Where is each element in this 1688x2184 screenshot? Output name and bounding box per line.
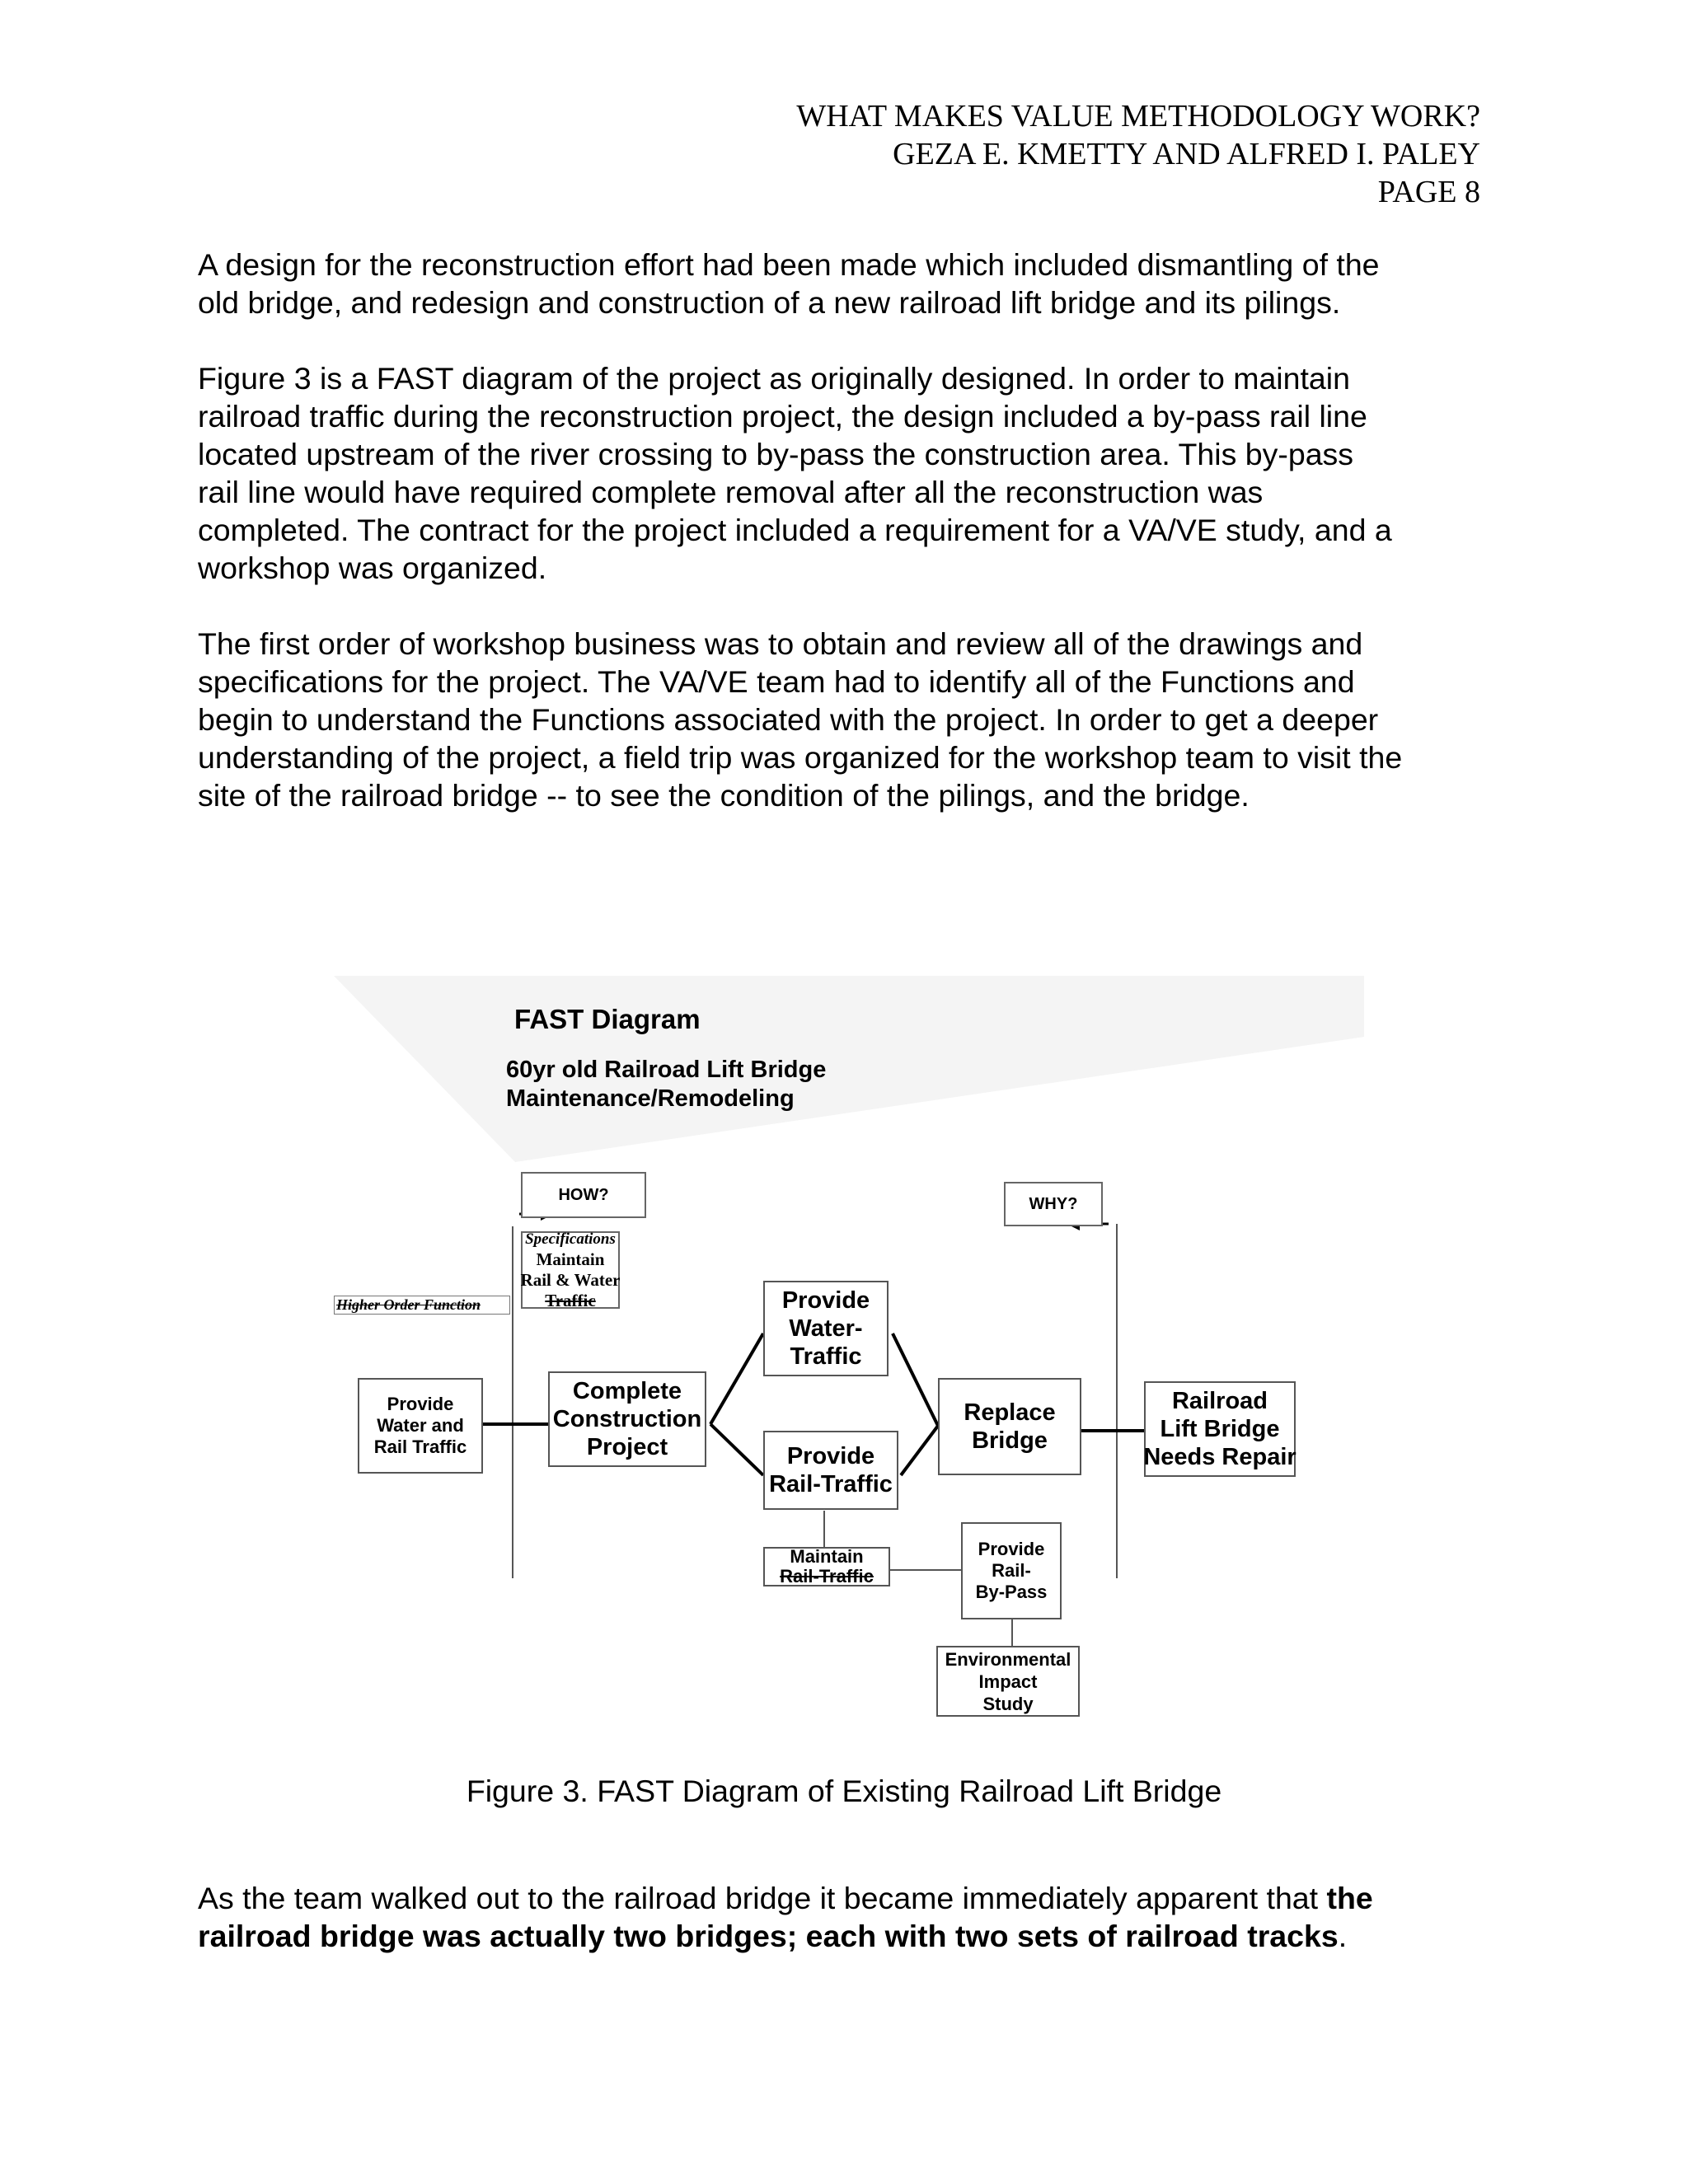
paragraph-line: old bridge, and redesign and construction of a new railroad lift bridge and its pilings. <box>198 285 1341 320</box>
box-line: Impact <box>978 1671 1038 1692</box>
paragraph-4 <box>198 1879 1500 1955</box>
complete-construction-project-box <box>548 1371 706 1467</box>
box-line: Needs Repair <box>1143 1444 1296 1470</box>
paragraph-line: railroad traffic during the reconstruction project, the design included a by-pass rail line <box>198 399 1367 434</box>
box-line: Railroad <box>1171 1388 1268 1414</box>
spec-line: Rail & Water <box>520 1270 621 1290</box>
replace-bridge-box <box>938 1378 1081 1475</box>
emphasis-text: the <box>1326 1881 1373 1915</box>
provide-water-traffic-box <box>763 1281 889 1376</box>
connector-water-to-replace <box>893 1333 938 1426</box>
paragraph-text: . <box>1338 1919 1348 1953</box>
connector-complete-to-rail <box>710 1424 763 1475</box>
spec-line: Traffic <box>545 1291 596 1310</box>
box-line: Provide <box>781 1287 870 1314</box>
box-line: Bridge <box>972 1427 1048 1454</box>
box-line: Environmental <box>945 1648 1071 1670</box>
box-line: By-Pass <box>975 1582 1048 1602</box>
emphasis-text: railroad bridge was actually two bridges; each with two sets of railroad tracks <box>198 1919 1339 1953</box>
paragraph-line: completed. The contract for the project included a requirement for a VA/VE study, and a <box>198 513 1392 547</box>
box-line: Provide <box>387 1394 454 1414</box>
header-authors: GEZA E. KMETTY AND ALFRED I. PALEY <box>893 137 1480 171</box>
box-line: Lift Bridge <box>1160 1416 1280 1442</box>
paragraph-line: specifications for the project. The VA/VE team had to identify all of the Functions and <box>198 664 1355 699</box>
box-line: Rail-Traffic <box>780 1566 874 1586</box>
box-line: Water- <box>789 1315 863 1342</box>
spec-line: Maintain <box>536 1249 605 1269</box>
spec-label: Specifications <box>525 1230 616 1248</box>
why-text: WHY? <box>1029 1195 1078 1213</box>
diagram-background-shape <box>334 976 1364 1162</box>
paragraph-line: begin to understand the Functions associated with the project. In order to get a deeper <box>198 702 1379 737</box>
diagram-subtitle-line1: 60yr old Railroad Lift Bridge <box>506 1057 827 1083</box>
paragraph-text: As the team walked out to the railroad bridge it became immediately apparent that <box>198 1881 1327 1915</box>
box-line: Construction <box>552 1406 702 1432</box>
header-title: WHAT MAKES VALUE METHODOLOGY WORK? <box>796 99 1480 134</box>
paragraph-line: located upstream of the river crossing to by-pass the construction area. This by-pass <box>198 437 1354 471</box>
provide-water-rail-traffic-box <box>358 1378 483 1474</box>
paragraph-line: workshop was organized. <box>198 551 547 585</box>
box-line: Water and <box>377 1415 464 1436</box>
paragraph-line: understanding of the project, a field trip was organized for the workshop team to visit the <box>198 740 1403 775</box>
box-line: Provide <box>786 1443 875 1469</box>
why-label <box>1004 1182 1103 1226</box>
higher-order-function-label: Higher Order Function <box>334 1296 510 1315</box>
box-line: Replace <box>964 1399 1056 1426</box>
paragraph-line <box>198 1879 1500 1917</box>
box-line: Project <box>586 1434 668 1460</box>
box-line: Rail- <box>992 1560 1031 1581</box>
how-label <box>521 1172 646 1218</box>
connector-rail-to-replace <box>901 1426 938 1475</box>
diagram-subtitle-line2: Maintenance/Remodeling <box>506 1085 795 1112</box>
provide-rail-bypass-box <box>961 1522 1062 1619</box>
paragraph-line: site of the railroad bridge -- to see the condition of the pilings, and the bridge. <box>198 778 1250 813</box>
provide-rail-traffic-box <box>763 1431 898 1510</box>
box-line: Complete <box>572 1378 682 1404</box>
box-line: Rail-Traffic <box>769 1471 893 1497</box>
box-line: Provide <box>978 1539 1045 1559</box>
paragraph-line: Figure 3 is a FAST diagram of the project as originally designed. In order to maintain <box>198 361 1350 396</box>
paragraph-line: The first order of workshop business was to obtain and review all of the drawings and <box>198 626 1363 661</box>
header-page-number: PAGE 8 <box>1377 175 1480 209</box>
box-line: Traffic <box>790 1343 862 1370</box>
environmental-impact-study-box <box>936 1646 1080 1717</box>
railroad-lift-bridge-box <box>1144 1381 1296 1477</box>
specifications-box <box>521 1231 620 1309</box>
paragraph-line <box>198 1917 1500 1955</box>
paragraph-line: rail line would have required complete removal after all the reconstruction was <box>198 475 1264 509</box>
figure-caption: Figure 3. FAST Diagram of Existing Railroad Lift Bridge <box>466 1774 1222 1808</box>
paragraph-line: A design for the reconstruction effort had been made which included dismantling of the <box>198 247 1380 282</box>
maintain-rail-traffic-box <box>763 1547 890 1586</box>
connector-complete-to-water <box>710 1333 763 1424</box>
diagram-title: FAST Diagram <box>514 1004 701 1034</box>
box-line: Study <box>982 1693 1034 1714</box>
box-line: Maintain <box>790 1546 864 1567</box>
box-line: Rail Traffic <box>373 1436 467 1457</box>
how-text: HOW? <box>558 1186 609 1204</box>
